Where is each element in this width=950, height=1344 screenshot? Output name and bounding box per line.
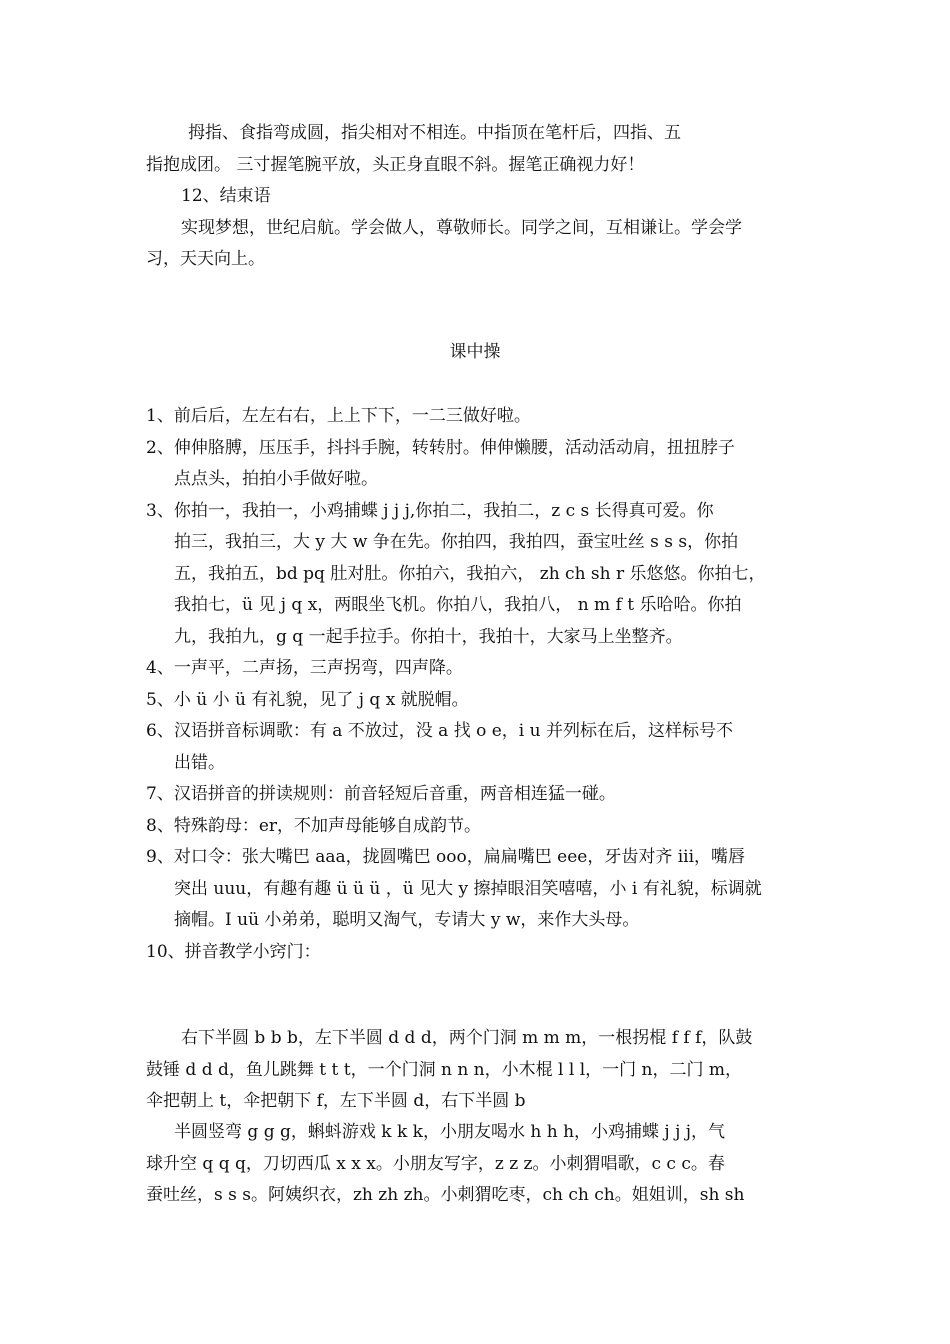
list-item-continuation: 出错。	[174, 752, 225, 773]
section-heading: 12、结束语	[181, 186, 271, 206]
text-line: 习，天天向上。	[146, 249, 265, 269]
text-line: 指抱成团。 三寸握笔腕平放，头正身直眼不斜。握笔正确视力好！	[146, 154, 645, 175]
text-line: 右下半圆 b b b，左下半圆 d d d，两个门洞 m m m，一根拐棍 f f f，队鼓	[181, 1028, 753, 1048]
text-line: 蚕吐丝，s s s。阿姨织衣，zh zh zh。小刺猬吃枣，ch ch ch。姐姐训，sh sh	[146, 1185, 745, 1205]
list-item: 2、伸伸胳膊，压压手，抖抖手腕，转转肘。伸伸懒腰，活动活动肩，扭扭脖子	[146, 437, 735, 458]
text-line: 拇指、食指弯成圆，指尖相对不相连。中指顶在笔杆后，四指、五	[188, 123, 681, 143]
list-item-continuation: 拍三，我拍三，大 y 大 w 争在先。你拍四，我拍四，蚕宝吐丝 s s s，你拍	[174, 532, 739, 552]
list-item-continuation: 摘帽。I uü 小弟弟，聪明又淘气，专请大 y w，来作大头母。	[174, 910, 640, 930]
list-item: 6、汉语拼音标调歌：有 a 不放过，没 a 找 o e，i u 并列标在后，这样标号不	[146, 721, 733, 741]
text-line: 伞把朝上 t，伞把朝下 f，左下半圆 d，右下半圆 b	[146, 1091, 526, 1111]
list-item-continuation: 突出 uuu，有趣有趣 ü ü ü ，ü 见大 y 擦掉眼泪笑嘻嘻，小 i 有礼貌，标调就	[174, 878, 762, 899]
section-12	[146, 181, 742, 276]
page-title: 课中操	[449, 342, 501, 362]
list-item: 9、对口令：张大嘴巴 aaa，拢圆嘴巴 ooo，扁扁嘴巴 eee，牙齿对齐 iii，嘴唇	[146, 847, 746, 867]
text-line: 鼓锤 d d d，鱼儿跳舞 t t t，一个门洞 n n n，小木棍 l l l，一门 n，二门 m，	[146, 1059, 743, 1080]
list-item: 3、你拍一，我拍一，小鸡捕蝶 j j j,你拍二，我拍二，z c s 长得真可爱。你	[146, 500, 714, 521]
exercise-list	[146, 401, 766, 968]
text-line: 实现梦想，世纪启航。学会做人，尊敬师长。同学之间，互相谦让。学会学	[181, 217, 742, 238]
list-item: 5、小 ü 小 ü 有礼貌，见了 j q x 就脱帽。	[146, 689, 469, 710]
list-item: 1、前后后，左左右右，上上下下，一二三做好啦。	[146, 406, 531, 426]
text-line: 半圆竖弯 g g g，蝌蚪游戏 k k k，小朋友喝水 h h h，小鸡捕蝶 j j j，气	[174, 1122, 726, 1142]
list-item: 10、拼音教学小窍门：	[146, 941, 321, 962]
list-item-continuation: 我拍七，ü 见 j q x，两眼坐飞机。你拍八，我拍八， n m f t 乐哈哈。你拍	[174, 595, 742, 615]
text-line: 球升空 q q q，刀切西瓜 x x x。小朋友写字，z z z。小刺猬唱歌，c c c。春	[146, 1153, 725, 1174]
tips-paragraph-1	[146, 1023, 753, 1118]
intro-paragraph	[146, 118, 681, 181]
list-item-continuation: 五，我拍五，bd pq 肚对肚。你拍六，我拍六， zh ch sh r 乐悠悠。你拍七，	[174, 563, 766, 584]
tips-paragraph-2	[146, 1117, 745, 1212]
list-item: 4、一声平，二声扬，三声拐弯，四声降。	[146, 658, 463, 678]
list-item-continuation: 九，我拍九，g q 一起手拉手。你拍十，我拍十，大家马上坐整齐。	[174, 626, 683, 647]
list-item: 8、特殊韵母：er，不加声母能够自成韵节。	[146, 815, 482, 836]
list-item: 7、汉语拼音的拼读规则：前音轻短后音重，两音相连猛一碰。	[146, 784, 616, 804]
list-item-continuation: 点点头，拍拍小手做好啦。	[174, 469, 378, 489]
